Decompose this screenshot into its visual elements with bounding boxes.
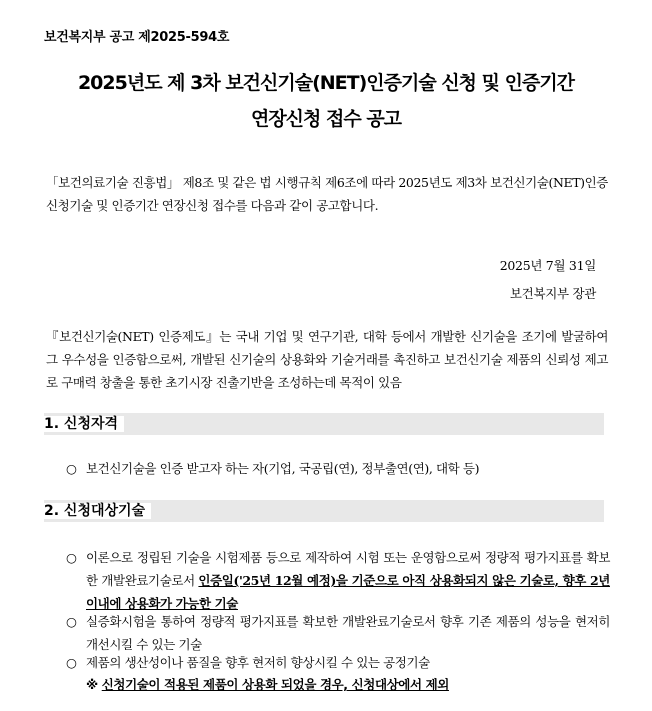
section-heading-text: 1. 신청자격 — [44, 416, 124, 432]
page-title-line-2: 연장신청 접수 공고 — [250, 108, 402, 130]
list-item-text: 보건신기술을 인증 받고자 하는 자(기업, 국공립(연), 정부출연(연), 대학 등) — [86, 461, 480, 476]
section-heading-target-technology — [44, 500, 604, 522]
circle-bullet-icon: ○ — [66, 655, 77, 670]
list-item-text-emphasis: 인증일('25년 12월 예정)을 기준으로 아직 상용화되지 않은 기술로, 향후 2년 이내에 상용화가 가능한 기술 — [86, 573, 610, 611]
note-text: 신청기술이 적용된 제품이 상용화 되었을 경우, 신청대상에서 제외 — [101, 677, 449, 692]
notice-number: 보건복지부 공고 제2025-594호 — [44, 30, 230, 45]
issue-date: 2025년 7월 31일 — [499, 258, 596, 273]
page-title-line-1: 2025년도 제 3차 보건신기술(NET)인증기술 신청 및 인증기간 — [77, 72, 575, 94]
list-item — [66, 457, 610, 480]
intro-paragraph: 「보건의료기술 진흥법」 제8조 및 같은 법 시행규칙 제6조에 따라 2025년도 제3차 보건신기술(NET)인증 신청기술 및 인증기간 연장신청 접수를 다음과 같이 공고합니다. — [46, 175, 608, 213]
list-item-text-plain: 이론으로 정립된 기술을 시험제품 등으로 제작하여 시험 또는 운영함으로써 정량적 평가지표를 확보한 개발완료기술로서 — [86, 550, 610, 588]
circle-bullet-icon: ○ — [66, 550, 77, 565]
circle-bullet-icon: ○ — [66, 614, 77, 629]
section-heading-eligibility — [44, 413, 604, 435]
exclusion-note — [86, 675, 449, 695]
list-item — [66, 610, 610, 656]
purpose-paragraph: 『보건신기술(NET) 인증제도』는 국내 기업 및 연구기관, 대학 등에서 개발한 신기술을 조기에 발굴하여 그 우수성을 인증함으로써, 개발된 신기술의 상용화와 기술거래를 촉진하고 보건신기술 제품의 신뢰성 제고로 구매력 창출을 통한 초기시장 진출기반을 조성하는데 목적이 있음 — [46, 329, 608, 390]
note-mark-icon: ※ — [86, 677, 98, 692]
circle-bullet-icon: ○ — [66, 461, 77, 476]
list-item-text: 제품의 생산성이나 품질을 향후 현저히 향상시킬 수 있는 공정기술 — [86, 655, 430, 670]
list-item — [66, 546, 610, 615]
issuing-organization: 보건복지부 장관 — [509, 286, 596, 301]
list-item-text — [86, 546, 610, 615]
section-heading-text: 2. 신청대상기술 — [44, 503, 151, 519]
list-item-text: 실증화시험을 통하여 정량적 평가지표를 확보한 개발완료기술로서 향후 기존 제품의 성능을 현저히 개선시킬 수 있는 기술 — [86, 614, 610, 652]
list-item — [66, 651, 610, 674]
